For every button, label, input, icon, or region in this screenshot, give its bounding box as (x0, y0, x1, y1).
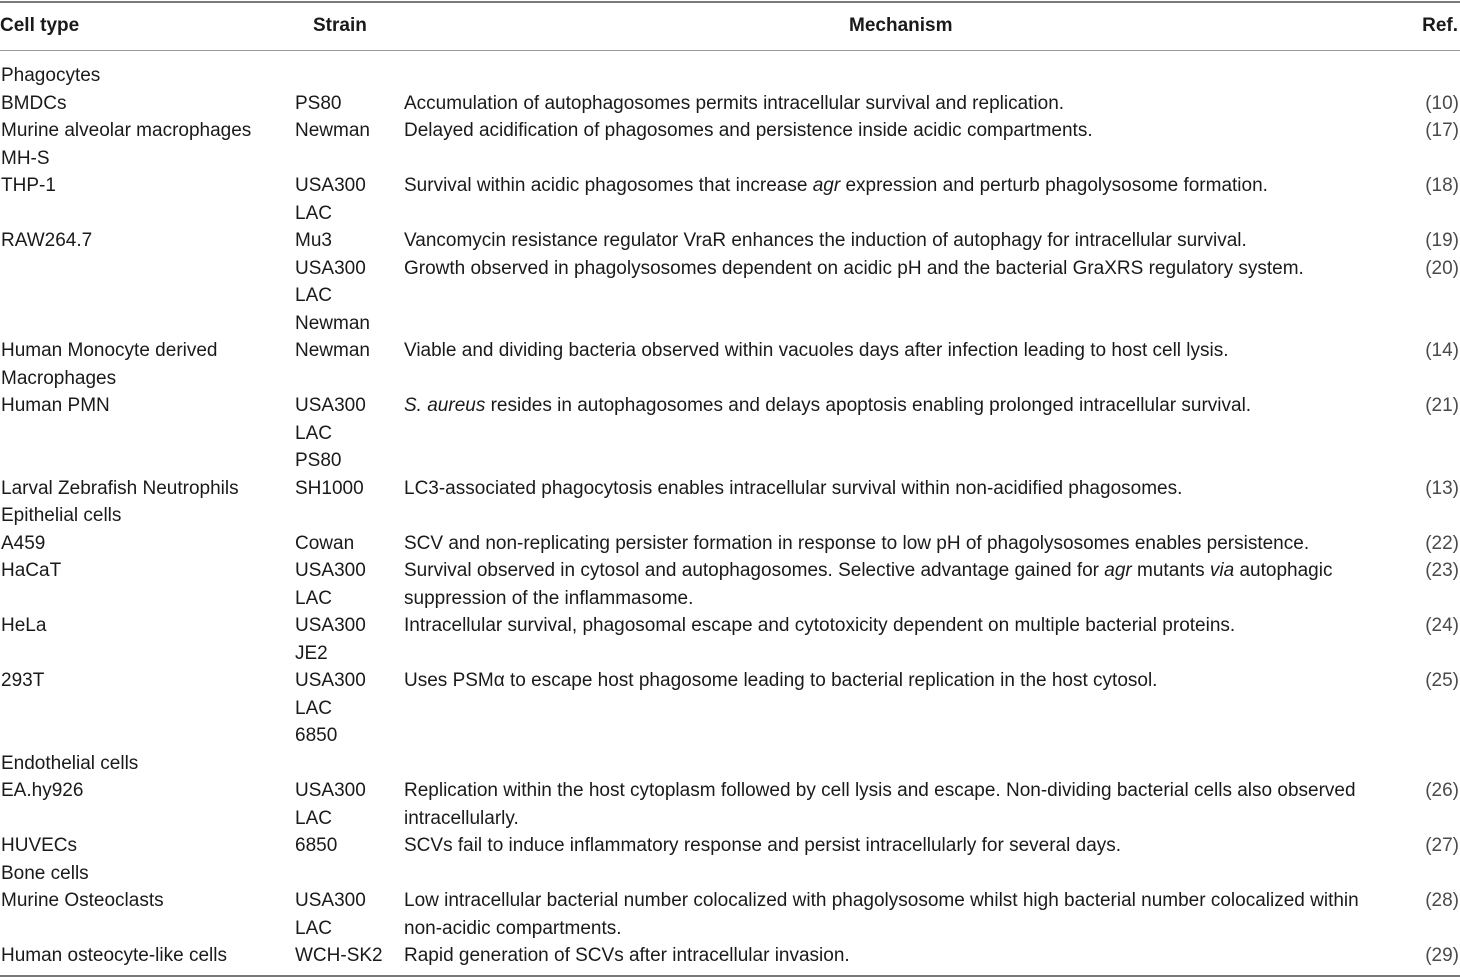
table-row (0, 172, 1460, 227)
cell-type (1, 832, 286, 860)
mechanism (404, 887, 1399, 942)
table-row (0, 942, 1460, 970)
strain-line: PS80 (295, 450, 342, 471)
strain (295, 392, 395, 475)
latin-term-italic: via (1209, 560, 1235, 581)
table-body (0, 62, 1460, 970)
reference: (19) (1425, 230, 1459, 251)
section-label: Phagocytes (1, 65, 101, 86)
header-rule (0, 50, 1460, 51)
mechanism-line: intracellularly. (404, 807, 519, 829)
strain-line: USA300 (295, 395, 366, 416)
strain-line: LAC (295, 807, 332, 829)
section-row (0, 502, 1460, 530)
cell-type-line: 293T (1, 670, 45, 691)
mechanism (404, 337, 1399, 365)
strain-line: USA300 (295, 780, 366, 801)
mechanism-line (404, 392, 1399, 420)
cell-type-line: Larval Zebrafish Neutrophils (1, 477, 239, 499)
cell-type (1, 392, 286, 420)
mechanism-line: Intracellular survival, phagosomal escape and cytotoxicity dependent on multiple bacterial proteins. (404, 615, 1236, 636)
mechanism (404, 255, 1399, 283)
cell-type-line: RAW264.7 (1, 230, 93, 251)
species-name-italic: S. aureus (404, 395, 486, 416)
cell-type (1, 172, 286, 200)
mechanism-line: Accumulation of autophagosomes permits intracellular survival and replication. (404, 92, 1065, 114)
strain (295, 612, 395, 667)
strain-line: Cowan (295, 532, 355, 554)
reference: (20) (1425, 257, 1459, 279)
mechanism-line: Growth observed in phagolysosomes dependent on acidic pH and the bacterial GraXRS regulatory system. (404, 257, 1304, 279)
strain (295, 887, 395, 942)
strain (295, 475, 395, 503)
table-row (0, 117, 1460, 172)
reference: (14) (1425, 340, 1459, 361)
cell-type (1, 117, 286, 172)
strain-line: 6850 (295, 725, 338, 746)
reference: (27) (1425, 835, 1459, 856)
strain (295, 942, 395, 970)
section-row (0, 62, 1460, 90)
header-cell-type: Cell type (0, 15, 80, 36)
strain (295, 530, 395, 558)
strain-line: JE2 (295, 642, 328, 664)
reference: (21) (1425, 395, 1459, 416)
table-row (0, 337, 1460, 392)
reference: (24) (1425, 615, 1459, 636)
section-row (0, 750, 1460, 778)
cell-type-line: Human osteocyte-like cells (1, 945, 227, 966)
section-label: Bone cells (1, 862, 89, 884)
mechanism-text: resides in autophagosomes and delays apoptosis enabling prolonged intracellular survival. (485, 395, 1252, 416)
cell-type (1, 90, 286, 118)
reference: (23) (1425, 560, 1459, 581)
mechanism-line: SCV and non-replicating persister formation in response to low pH of phagolysosomes enables persistence. (404, 532, 1310, 554)
strain (295, 557, 395, 612)
strain-line: LAC (295, 202, 332, 224)
header-strain: Strain (313, 15, 367, 36)
reference: (13) (1425, 477, 1459, 499)
mechanism-line: Low intracellular bacterial number colocalized with phagolysosome whilst high bacterial number colocalized within (404, 890, 1359, 911)
section-label: Endothelial cells (1, 752, 139, 774)
reference: (28) (1425, 890, 1459, 911)
table-row (0, 887, 1460, 942)
cell-type (1, 475, 286, 503)
mechanism-line (404, 557, 1399, 585)
strain-line: USA300 (295, 175, 366, 196)
table-row (0, 612, 1460, 667)
table-row (0, 227, 1460, 255)
mechanism (404, 172, 1399, 200)
strain-line: LAC (295, 285, 332, 306)
table-bottom-rule (0, 975, 1460, 977)
mechanism (404, 475, 1399, 503)
mechanism-line: Rapid generation of SCVs after intracellular invasion. (404, 945, 850, 966)
strain-line: USA300 (295, 257, 366, 279)
mechanism-text: Survival within acidic phagosomes that increase (404, 175, 813, 196)
strain (295, 832, 395, 860)
cell-type-line: BMDCs (1, 92, 67, 114)
strain-line: Newman (295, 120, 370, 141)
strain-line: WCH-SK2 (295, 945, 383, 966)
mechanism (404, 227, 1399, 255)
gene-name-italic: agr (812, 175, 841, 196)
strain-line: LAC (295, 917, 332, 939)
strain-line: USA300 (295, 670, 366, 691)
strain-line: Mu3 (295, 230, 332, 251)
strain (295, 337, 395, 365)
strain-line: LAC (295, 422, 332, 444)
mechanism (404, 392, 1399, 420)
mechanism (404, 777, 1399, 832)
strain (295, 667, 395, 750)
mechanism (404, 530, 1399, 558)
mechanism-line: Delayed acidification of phagosomes and persistence inside acidic compartments. (404, 120, 1093, 141)
strain-line: Newman (295, 312, 370, 334)
mechanism-text: Survival observed in cytosol and autophagosomes. Selective advantage gained for (404, 560, 1105, 581)
strain-line: SH1000 (295, 477, 364, 499)
mechanism-line: suppression of the inflammasome. (404, 587, 694, 609)
mechanism-line (404, 172, 1399, 200)
strain-line: LAC (295, 587, 332, 609)
mechanism (404, 832, 1399, 860)
section-label: Epithelial cells (1, 505, 122, 526)
table-row (0, 557, 1460, 612)
strain-line: USA300 (295, 560, 366, 581)
cell-type (1, 942, 286, 970)
mechanism-text: expression and perturb phagolysosome formation. (840, 175, 1268, 196)
section-row (0, 860, 1460, 888)
reference: (18) (1425, 175, 1459, 196)
cell-type-line: Human PMN (1, 395, 110, 416)
header-ref: Ref. (1422, 15, 1458, 36)
cell-type (1, 777, 286, 805)
strain-line: 6850 (295, 835, 338, 856)
cell-type (1, 612, 286, 640)
cell-type-line: MH-S (1, 147, 50, 169)
mechanism (404, 667, 1399, 695)
cell-type-line: THP-1 (1, 175, 56, 196)
cell-type (1, 530, 286, 558)
mechanism-line: Viable and dividing bacteria observed within vacuoles days after infection leading to host cell lysis. (404, 340, 1229, 361)
mechanism-line: LC3-associated phagocytosis enables intracellular survival within non-acidified phagosomes. (404, 477, 1183, 499)
cell-type (1, 337, 286, 392)
header-mechanism: Mechanism (849, 15, 953, 36)
cell-type (1, 227, 286, 255)
cell-type-line: Murine alveolar macrophages (1, 120, 252, 141)
cell-type (1, 667, 286, 695)
strain-line: Newman (295, 340, 370, 361)
strain (295, 90, 395, 118)
strain (295, 172, 395, 227)
cell-type-line: A459 (1, 532, 46, 554)
mechanism (404, 557, 1399, 612)
strain-line: LAC (295, 697, 332, 719)
cell-type-line: EA.hy926 (1, 780, 84, 801)
mechanism-line: SCVs fail to induce inflammatory response and persist intracellularly for several days. (404, 835, 1122, 856)
mechanism-text: mutants (1131, 560, 1210, 581)
cell-type-line: Human Monocyte derived (1, 340, 218, 361)
table-row (0, 667, 1460, 750)
mechanism (404, 942, 1399, 970)
reference: (29) (1425, 945, 1459, 966)
strain (295, 117, 395, 145)
cell-type-line: HeLa (1, 615, 47, 636)
cell-type-line: HaCaT (1, 560, 62, 581)
table-row (0, 255, 1460, 338)
table-row (0, 530, 1460, 558)
table-row (0, 90, 1460, 118)
strain-line: USA300 (295, 890, 366, 911)
strain (295, 227, 395, 255)
cell-type-line: Murine Osteoclasts (1, 890, 164, 911)
table-top-rule (0, 1, 1460, 3)
table-row (0, 777, 1460, 832)
table-row (0, 392, 1460, 475)
mechanism (404, 90, 1399, 118)
mechanism-line: Vancomycin resistance regulator VraR enhances the induction of autophagy for intracellular survival. (404, 230, 1247, 251)
cell-type (1, 557, 286, 585)
cell-type-line: HUVECs (1, 835, 78, 856)
reference: (22) (1425, 532, 1459, 554)
mechanism-line: Uses PSMα to escape host phagosome leading to bacterial replication in the host cytosol. (404, 670, 1158, 691)
cell-type (1, 887, 286, 915)
gene-name-italic: agr (1104, 560, 1132, 581)
mechanism (404, 612, 1399, 640)
mechanism (404, 117, 1399, 145)
reference: (25) (1425, 670, 1459, 691)
table-row (0, 832, 1460, 860)
reference: (17) (1425, 120, 1459, 141)
strain (295, 777, 395, 832)
strain-line: USA300 (295, 615, 366, 636)
cell-type-line: Macrophages (1, 367, 117, 389)
table-row (0, 475, 1460, 503)
strain-line: PS80 (295, 92, 342, 114)
mechanism-line: non-acidic compartments. (404, 917, 622, 939)
mechanism-line: Replication within the host cytoplasm followed by cell lysis and escape. Non-dividing bacterial cells also observed (404, 780, 1356, 801)
reference: (10) (1425, 92, 1459, 114)
strain (295, 255, 395, 338)
reference: (26) (1425, 780, 1459, 801)
mechanism-text: autophagic (1234, 560, 1333, 581)
